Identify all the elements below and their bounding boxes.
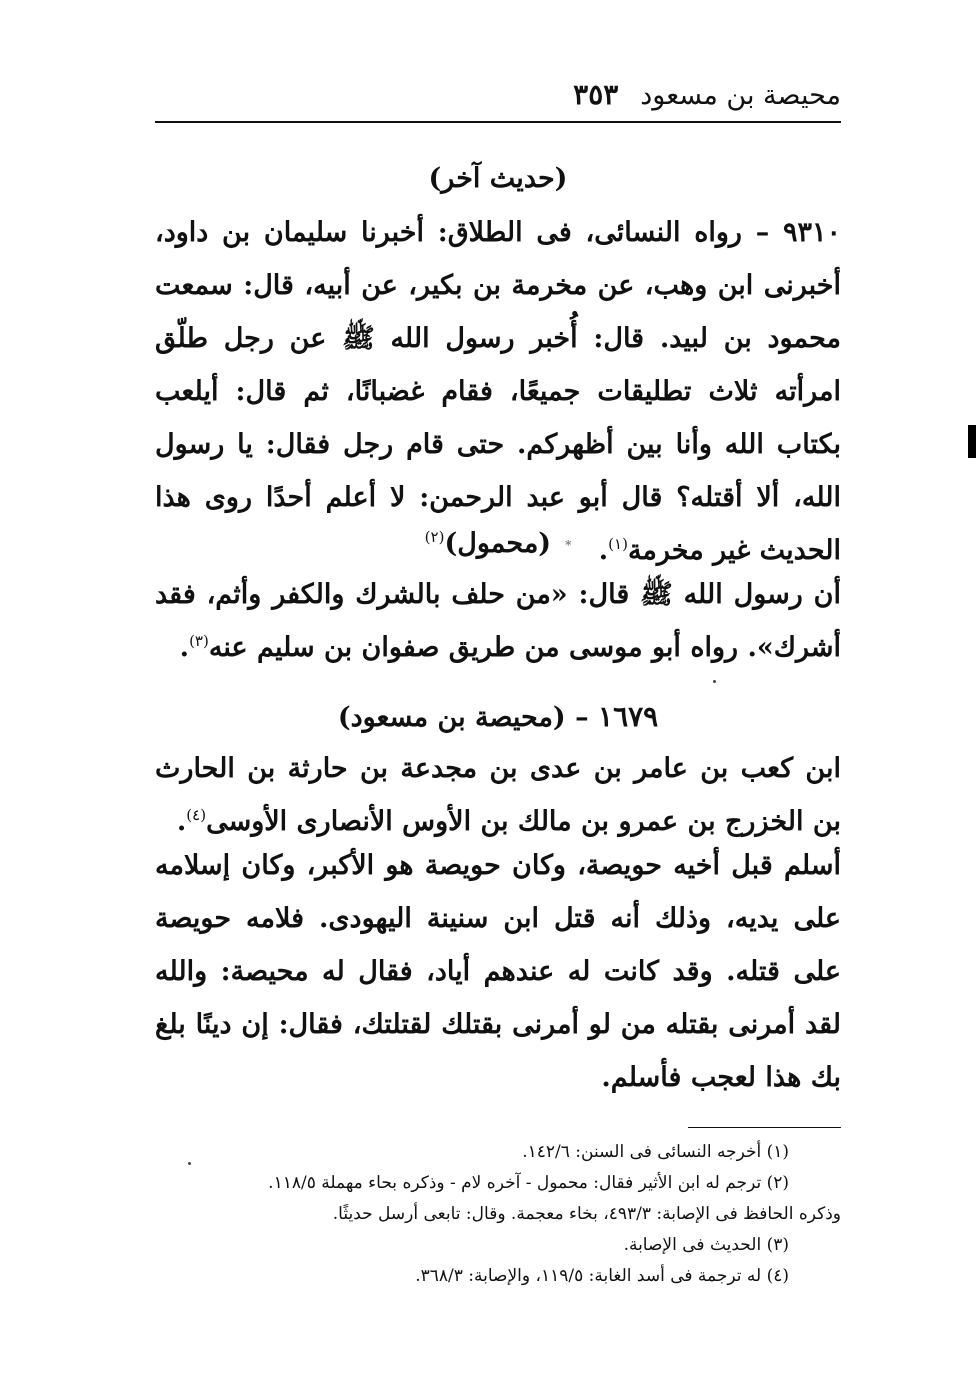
footnote-ref-4: (٤) xyxy=(186,806,207,824)
footnote-2-continuation: وذكره الحافظ فى الإصابة: ٤٩٣/٣، بخاء معجمة. وقال: تابعى أرسل حديثًا. xyxy=(332,1204,841,1224)
scan-speck xyxy=(188,1162,191,1165)
entry-heading xyxy=(155,700,841,733)
margin-mark xyxy=(968,425,976,458)
footnote-ref-1: (١) xyxy=(608,535,628,553)
footnote-ref-2: (٢) xyxy=(424,528,445,546)
scan-speck xyxy=(713,680,716,683)
hadith-number: ٩٣١٠ xyxy=(782,217,841,248)
lineage-end: . xyxy=(176,806,187,837)
star-marker: * xyxy=(565,537,572,552)
footnotes xyxy=(150,1137,841,1292)
footnote-1: (١) أخرجه النسائى فى السنن: ١٤٢/٦. xyxy=(522,1142,789,1162)
entry-title: (محيصة بن مسعود) xyxy=(337,702,566,733)
footnote-2: (٢) ترجم له ابن الأثير فقال: محمول - آخره لام - وذكره بحاء مهملة ١١٨/٥. xyxy=(268,1173,789,1193)
mahmul-paragraph xyxy=(155,568,841,674)
entry-number: ١٦٧٩ xyxy=(598,700,659,733)
story-text: أسلم قبل أخيه حويصة، وكان حويصة هو الأكبر، وكان إسلامه على يديه، وذلك أنه قتل ابن سنينة اليهودى. فلامه حويصة على قتله. وقد كانت له عندهم أياد، فقال له محيصة: والله لقد أمرنى بقتله من لو أمرنى بقتلك لقتلتك، فقال: إن دينًا بلغ بك هذا لعجب فأسلم. xyxy=(155,850,842,1093)
hadith-heading: (حديث آخر) xyxy=(428,163,568,194)
footnote-rule xyxy=(688,1127,841,1128)
lineage-text: ابن كعب بن عامر بن عدى بن مجدعة بن حارثة بن الحارث بن الخزرج بن عمرو بن مالك بن الأوس الأنصارى الأوسى xyxy=(155,753,841,837)
story-paragraph xyxy=(155,839,841,1104)
entry-dash: – xyxy=(575,702,589,733)
footnote-4: (٤) له ترجمة فى أسد الغابة: ١١٩/٥، والإصابة: ٣٦٨/٣. xyxy=(415,1266,789,1286)
hadith-paragraph xyxy=(155,206,841,577)
lineage-paragraph xyxy=(155,742,841,848)
running-header xyxy=(155,78,841,118)
mahmul-text: أن رسول الله ﷺ قال: «من حلف بالشرك والكفر وأثم، فقد أشرك». رواه أبو موسى من طريق صفوان بن سليم عنه xyxy=(155,579,841,663)
page-number: ٣٥٣ xyxy=(573,78,619,111)
mahmul-heading: (محمول) xyxy=(444,528,552,559)
hadith-end: . xyxy=(598,535,609,566)
mahmul-heading-line xyxy=(155,528,841,559)
header-rule xyxy=(155,121,841,123)
hadith-text: – رواه النسائى، فى الطلاق: أخبرنا سليمان بن داود، أخبرنى ابن وهب، عن مخرمة بن بكير، عن أبيه، قال: سمعت محمود بن لبيد. قال: أُخبر رسول الله ﷺ عن رجل طلّق امرأته ثلاث تطليقات جميعًا، فقام غضبانًا، ثم قال: أيلعب بكتاب الله وأنا بين أظهركم. حتى قام رجل فقال: يا رسول الله، ألا أقتله؟ قال أبو عبد الرحمن: لا أعلم أحدًا روى هذا الحديث غير مخرمة xyxy=(155,217,841,566)
footnote-3: (٣) الحديث فى الإصابة. xyxy=(623,1235,789,1255)
mahmul-end: . xyxy=(179,632,190,663)
header-title: محيصة بن مسعود xyxy=(640,80,841,111)
footnote-ref-3: (٣) xyxy=(189,632,209,650)
